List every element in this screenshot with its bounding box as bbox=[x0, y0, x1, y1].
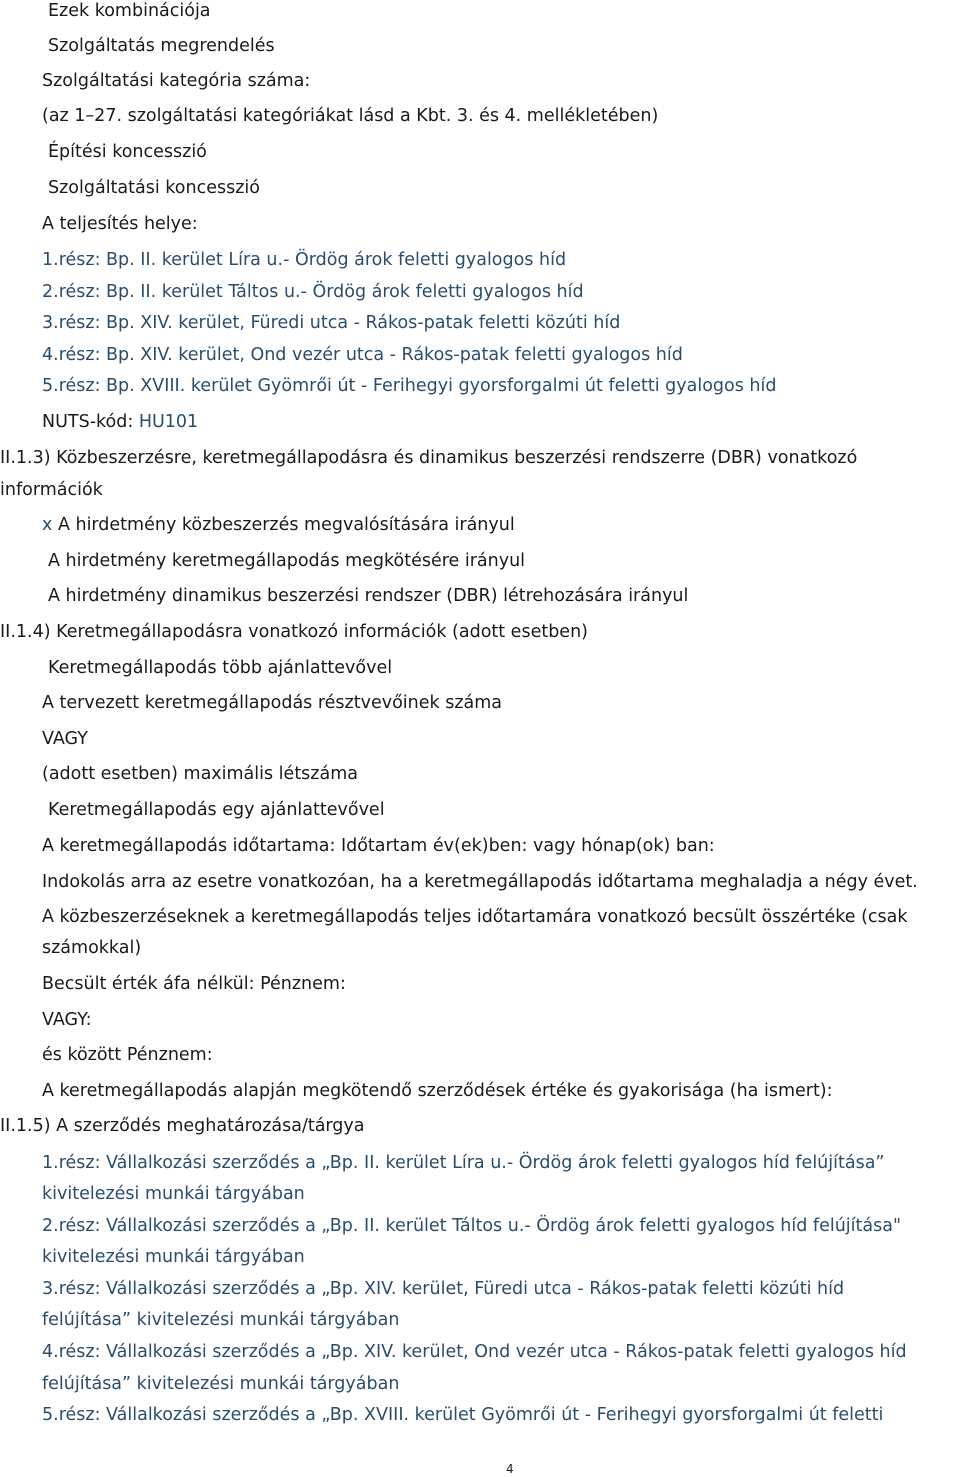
place-item: 1.rész: Bp. II. kerület Líra u.- Ördög árok feletti gyalogos híd bbox=[42, 250, 567, 270]
place-item: 2.rész: Bp. II. kerület Táltos u.- Ördög árok feletti gyalogos híd bbox=[42, 282, 584, 302]
text-line: számokkal) bbox=[42, 938, 142, 958]
text-line: Keretmegállapodás több ajánlattevővel bbox=[48, 658, 393, 678]
text-line: és között Pénznem: bbox=[42, 1045, 213, 1065]
text-line: Becsült érték áfa nélkül: Pénznem: bbox=[42, 974, 346, 994]
subject-item: 4.rész: Vállalkozási szerződés a „Bp. XIV. kerület, Ond vezér utca - Rákos-patak feletti gyalogos híd bbox=[42, 1342, 907, 1362]
text-line: Indokolás arra az esetre vonatkozóan, ha a keretmegállapodás időtartama meghaladja a négy évet. bbox=[42, 872, 918, 892]
subject-item-cont: felújítása” kivitelezési munkái tárgyában bbox=[42, 1374, 400, 1394]
text-line: A tervezett keretmegállapodás résztvevőinek száma bbox=[42, 693, 502, 713]
section-heading: II.1.3) Közbeszerzésre, keretmegállapodásra és dinamikus beszerzési rendszerre (DBR) vonatkozó bbox=[0, 448, 858, 468]
place-item: 3.rész: Bp. XIV. kerület, Füredi utca - Rákos-patak feletti közúti híd bbox=[42, 313, 621, 333]
text-line: Szolgáltatási koncesszió bbox=[48, 178, 260, 198]
text-line: Szolgáltatási kategória száma: bbox=[42, 71, 311, 91]
text-line: A keretmegállapodás alapján megkötendő szerződések értéke és gyakorisága (ha ismert): bbox=[42, 1081, 833, 1101]
section-heading: II.1.4) Keretmegállapodásra vonatkozó információk (adott esetben) bbox=[0, 622, 588, 642]
section-heading: II.1.5) A szerződés meghatározása/tárgya bbox=[0, 1116, 365, 1136]
subject-item-cont: kivitelezési munkái tárgyában bbox=[42, 1184, 305, 1204]
subject-item: 2.rész: Vállalkozási szerződés a „Bp. II. kerület Táltos u.- Ördög árok feletti gyalogos híd felújítása" bbox=[42, 1216, 902, 1236]
subject-item-cont: felújítása” kivitelezési munkái tárgyában bbox=[42, 1310, 400, 1330]
text-line: VAGY: bbox=[42, 1010, 92, 1030]
subject-item: 1.rész: Vállalkozási szerződés a „Bp. II. kerület Líra u.- Ördög árok feletti gyalogos híd felújítása” bbox=[42, 1153, 885, 1173]
text-line: Ezek kombinációja bbox=[48, 1, 211, 21]
section-heading-cont: információk bbox=[0, 480, 103, 500]
text-line: (az 1–27. szolgáltatási kategóriákat lásd a Kbt. 3. és 4. mellékletében) bbox=[42, 106, 659, 126]
option-label: A hirdetmény közbeszerzés megvalósítására irányul bbox=[57, 515, 515, 535]
nuts-value: HU101 bbox=[138, 412, 199, 432]
text-line: A keretmegállapodás időtartama: Időtartam év(ek)ben: vagy hónap(ok) ban: bbox=[42, 836, 715, 856]
subject-item: 5.rész: Vállalkozási szerződés a „Bp. XVIII. kerület Gyömrői út - Ferihegyi gyorsforgalmi út feletti bbox=[42, 1405, 884, 1425]
subject-item-cont: kivitelezési munkái tárgyában bbox=[42, 1247, 305, 1267]
place-item: 4.rész: Bp. XIV. kerület, Ond vezér utca - Rákos-patak feletti gyalogos híd bbox=[42, 345, 683, 365]
option: A hirdetmény dinamikus beszerzési rendszer (DBR) létrehozására irányul bbox=[48, 586, 689, 606]
nuts-label: NUTS-kód: bbox=[42, 412, 134, 432]
text-line: Keretmegállapodás egy ajánlattevővel bbox=[48, 800, 385, 820]
text-line: (adott esetben) maximális létszáma bbox=[42, 764, 358, 784]
place-item: 5.rész: Bp. XVIII. kerület Gyömrői út - Ferihegyi gyorsforgalmi út feletti gyalogos híd bbox=[42, 376, 777, 396]
option-selected bbox=[42, 514, 515, 536]
page-number: 4 bbox=[506, 1462, 514, 1476]
text-line: A teljesítés helye: bbox=[42, 214, 198, 234]
text-line: Építési koncesszió bbox=[48, 142, 207, 162]
check-mark: x bbox=[42, 515, 53, 535]
option: A hirdetmény keretmegállapodás megkötésére irányul bbox=[48, 551, 526, 571]
text-line: A közbeszerzéseknek a keretmegállapodás teljes időtartamára vonatkozó becsült összértéke (csak bbox=[42, 907, 908, 927]
text-line: VAGY bbox=[42, 729, 88, 749]
subject-item: 3.rész: Vállalkozási szerződés a „Bp. XIV. kerület, Füredi utca - Rákos-patak feletti közúti híd bbox=[42, 1279, 845, 1299]
nuts-code bbox=[42, 411, 198, 433]
text-line: Szolgáltatás megrendelés bbox=[48, 36, 275, 56]
